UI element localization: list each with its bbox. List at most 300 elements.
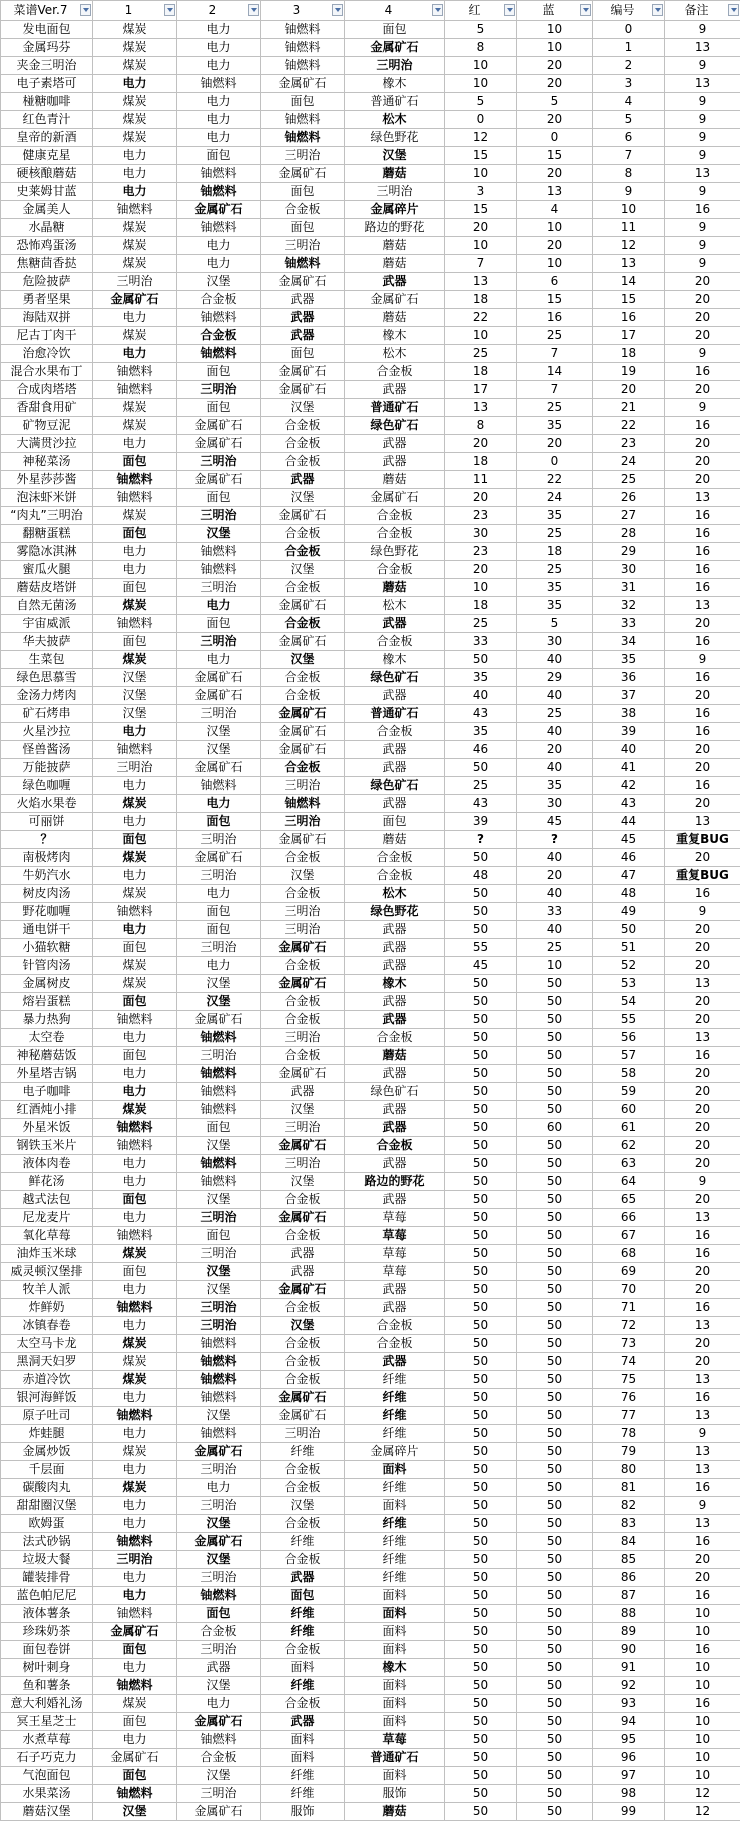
blue-value-cell[interactable]: 50 xyxy=(517,1209,593,1227)
ingredient-3-cell[interactable]: 三明治 xyxy=(261,1425,345,1443)
ingredient-2-cell[interactable]: 汉堡 xyxy=(177,525,261,543)
ingredient-3-cell[interactable]: 金属矿石 xyxy=(261,831,345,849)
ingredient-2-cell[interactable]: 面包 xyxy=(177,813,261,831)
recipe-name-cell[interactable]: 炸蛙腿 xyxy=(1,1425,93,1443)
blue-value-cell[interactable]: 6 xyxy=(517,273,593,291)
blue-value-cell[interactable]: ? xyxy=(517,831,593,849)
number-cell[interactable]: 71 xyxy=(593,1299,665,1317)
ingredient-3-cell[interactable]: 合金板 xyxy=(261,1299,345,1317)
note-cell[interactable]: 10 xyxy=(665,1659,740,1677)
ingredient-2-cell[interactable]: 三明治 xyxy=(177,831,261,849)
ingredient-2-cell[interactable]: 三明治 xyxy=(177,453,261,471)
blue-value-cell[interactable]: 45 xyxy=(517,813,593,831)
blue-value-cell[interactable]: 50 xyxy=(517,1659,593,1677)
note-cell[interactable]: 9 xyxy=(665,111,740,129)
ingredient-1-cell[interactable]: 铀燃料 xyxy=(93,741,177,759)
ingredient-4-cell[interactable]: 武器 xyxy=(345,1353,445,1371)
ingredient-3-cell[interactable]: 纤维 xyxy=(261,1623,345,1641)
header-number[interactable] xyxy=(593,1,665,21)
ingredient-2-cell[interactable]: 面包 xyxy=(177,399,261,417)
ingredient-3-cell[interactable]: 武器 xyxy=(261,471,345,489)
ingredient-1-cell[interactable]: 电力 xyxy=(93,1281,177,1299)
filter-dropdown-icon[interactable] xyxy=(248,4,259,16)
ingredient-4-cell[interactable]: 服饰 xyxy=(345,1785,445,1803)
blue-value-cell[interactable]: 50 xyxy=(517,1047,593,1065)
recipe-name-cell[interactable]: 雾隐冰淇淋 xyxy=(1,543,93,561)
number-cell[interactable]: 19 xyxy=(593,363,665,381)
recipe-name-cell[interactable]: 针管肉汤 xyxy=(1,957,93,975)
ingredient-2-cell[interactable]: 三明治 xyxy=(177,1641,261,1659)
red-value-cell[interactable]: 20 xyxy=(445,561,517,579)
red-value-cell[interactable]: 50 xyxy=(445,1695,517,1713)
note-cell[interactable]: 20 xyxy=(665,1065,740,1083)
ingredient-4-cell[interactable]: 面料 xyxy=(345,1497,445,1515)
ingredient-4-cell[interactable]: 纤维 xyxy=(345,1425,445,1443)
red-value-cell[interactable]: 10 xyxy=(445,579,517,597)
ingredient-3-cell[interactable]: 汉堡 xyxy=(261,651,345,669)
ingredient-3-cell[interactable]: 合金板 xyxy=(261,525,345,543)
ingredient-3-cell[interactable]: 面包 xyxy=(261,1587,345,1605)
number-cell[interactable]: 9 xyxy=(593,183,665,201)
ingredient-4-cell[interactable]: 松木 xyxy=(345,885,445,903)
number-cell[interactable]: 21 xyxy=(593,399,665,417)
ingredient-4-cell[interactable]: 纤维 xyxy=(345,1371,445,1389)
ingredient-4-cell[interactable]: 合金板 xyxy=(345,1137,445,1155)
recipe-name-cell[interactable]: 液体肉卷 xyxy=(1,1155,93,1173)
ingredient-1-cell[interactable]: 电力 xyxy=(93,1029,177,1047)
red-value-cell[interactable]: 50 xyxy=(445,759,517,777)
ingredient-1-cell[interactable]: 金属矿石 xyxy=(93,1623,177,1641)
ingredient-3-cell[interactable]: 合金板 xyxy=(261,1047,345,1065)
ingredient-2-cell[interactable]: 三明治 xyxy=(177,1245,261,1263)
ingredient-4-cell[interactable]: 松木 xyxy=(345,111,445,129)
recipe-name-cell[interactable]: 合成肉塔塔 xyxy=(1,381,93,399)
recipe-name-cell[interactable]: 焦糖茴香挞 xyxy=(1,255,93,273)
ingredient-1-cell[interactable]: 电力 xyxy=(93,921,177,939)
number-cell[interactable]: 47 xyxy=(593,867,665,885)
note-cell[interactable]: 20 xyxy=(665,309,740,327)
note-cell[interactable]: 重复BUG xyxy=(665,831,740,849)
note-cell[interactable]: 13 xyxy=(665,1317,740,1335)
recipe-name-cell[interactable]: 蓝色帕尼尼 xyxy=(1,1587,93,1605)
red-value-cell[interactable]: 50 xyxy=(445,1659,517,1677)
ingredient-4-cell[interactable]: 绿色矿石 xyxy=(345,417,445,435)
blue-value-cell[interactable]: 40 xyxy=(517,885,593,903)
ingredient-3-cell[interactable]: 金属矿石 xyxy=(261,1137,345,1155)
ingredient-3-cell[interactable]: 三明治 xyxy=(261,1119,345,1137)
ingredient-2-cell[interactable]: 三明治 xyxy=(177,867,261,885)
note-cell[interactable]: 20 xyxy=(665,615,740,633)
header-ingredient-2[interactable] xyxy=(177,1,261,21)
note-cell[interactable]: 9 xyxy=(665,255,740,273)
ingredient-1-cell[interactable]: 金属矿石 xyxy=(93,291,177,309)
ingredient-2-cell[interactable]: 三明治 xyxy=(177,1461,261,1479)
ingredient-4-cell[interactable]: 武器 xyxy=(345,1191,445,1209)
red-value-cell[interactable]: 8 xyxy=(445,39,517,57)
ingredient-3-cell[interactable]: 汉堡 xyxy=(261,561,345,579)
ingredient-2-cell[interactable]: 铀燃料 xyxy=(177,1173,261,1191)
ingredient-1-cell[interactable]: 铀燃料 xyxy=(93,1299,177,1317)
blue-value-cell[interactable]: 35 xyxy=(517,507,593,525)
note-cell[interactable]: 9 xyxy=(665,57,740,75)
ingredient-1-cell[interactable]: 煤炭 xyxy=(93,795,177,813)
ingredient-3-cell[interactable]: 汉堡 xyxy=(261,1317,345,1335)
ingredient-3-cell[interactable]: 纤维 xyxy=(261,1677,345,1695)
recipe-name-cell[interactable]: 太空卷 xyxy=(1,1029,93,1047)
ingredient-1-cell[interactable]: 煤炭 xyxy=(93,651,177,669)
red-value-cell[interactable]: 22 xyxy=(445,309,517,327)
ingredient-2-cell[interactable]: 铀燃料 xyxy=(177,1731,261,1749)
ingredient-3-cell[interactable]: 金属矿石 xyxy=(261,1389,345,1407)
number-cell[interactable]: 22 xyxy=(593,417,665,435)
red-value-cell[interactable]: 10 xyxy=(445,327,517,345)
number-cell[interactable]: 33 xyxy=(593,615,665,633)
number-cell[interactable]: 51 xyxy=(593,939,665,957)
number-cell[interactable]: 87 xyxy=(593,1587,665,1605)
ingredient-4-cell[interactable]: 草莓 xyxy=(345,1209,445,1227)
ingredient-3-cell[interactable]: 铀燃料 xyxy=(261,21,345,39)
note-cell[interactable]: 20 xyxy=(665,957,740,975)
ingredient-3-cell[interactable]: 合金板 xyxy=(261,1227,345,1245)
red-value-cell[interactable]: 50 xyxy=(445,903,517,921)
note-cell[interactable]: 9 xyxy=(665,651,740,669)
ingredient-3-cell[interactable]: 纤维 xyxy=(261,1443,345,1461)
ingredient-2-cell[interactable]: 金属矿石 xyxy=(177,687,261,705)
recipe-name-cell[interactable]: 石子巧克力 xyxy=(1,1749,93,1767)
blue-value-cell[interactable]: 30 xyxy=(517,633,593,651)
recipe-name-cell[interactable]: 翻糖蛋糕 xyxy=(1,525,93,543)
ingredient-2-cell[interactable]: 三明治 xyxy=(177,1785,261,1803)
ingredient-2-cell[interactable]: 金属矿石 xyxy=(177,1443,261,1461)
recipe-name-cell[interactable]: 黑洞天妇罗 xyxy=(1,1353,93,1371)
red-value-cell[interactable]: 50 xyxy=(445,651,517,669)
number-cell[interactable]: 52 xyxy=(593,957,665,975)
ingredient-3-cell[interactable]: 合金板 xyxy=(261,1641,345,1659)
red-value-cell[interactable]: 50 xyxy=(445,1713,517,1731)
red-value-cell[interactable]: 50 xyxy=(445,1389,517,1407)
recipe-name-cell[interactable]: 红酒炖小排 xyxy=(1,1101,93,1119)
ingredient-3-cell[interactable]: 金属矿石 xyxy=(261,165,345,183)
recipe-name-cell[interactable]: 电子咖啡 xyxy=(1,1083,93,1101)
ingredient-4-cell[interactable]: 金属碎片 xyxy=(345,201,445,219)
number-cell[interactable]: 96 xyxy=(593,1749,665,1767)
red-value-cell[interactable]: 55 xyxy=(445,939,517,957)
number-cell[interactable]: 59 xyxy=(593,1083,665,1101)
blue-value-cell[interactable]: 50 xyxy=(517,1425,593,1443)
ingredient-4-cell[interactable]: 合金板 xyxy=(345,723,445,741)
blue-value-cell[interactable]: 14 xyxy=(517,363,593,381)
blue-value-cell[interactable]: 25 xyxy=(517,327,593,345)
ingredient-3-cell[interactable]: 合金板 xyxy=(261,687,345,705)
filter-dropdown-icon[interactable] xyxy=(504,4,515,16)
ingredient-2-cell[interactable]: 电力 xyxy=(177,1479,261,1497)
blue-value-cell[interactable]: 33 xyxy=(517,903,593,921)
ingredient-1-cell[interactable]: 煤炭 xyxy=(93,417,177,435)
recipe-name-cell[interactable]: 面包卷饼 xyxy=(1,1641,93,1659)
note-cell[interactable]: 16 xyxy=(665,525,740,543)
note-cell[interactable]: 20 xyxy=(665,1155,740,1173)
note-cell[interactable]: 10 xyxy=(665,1623,740,1641)
ingredient-2-cell[interactable]: 三明治 xyxy=(177,939,261,957)
number-cell[interactable]: 97 xyxy=(593,1767,665,1785)
ingredient-1-cell[interactable]: 面包 xyxy=(93,1191,177,1209)
ingredient-4-cell[interactable]: 武器 xyxy=(345,1281,445,1299)
ingredient-1-cell[interactable]: 面包 xyxy=(93,525,177,543)
ingredient-4-cell[interactable]: 松木 xyxy=(345,597,445,615)
ingredient-2-cell[interactable]: 金属矿石 xyxy=(177,1803,261,1821)
number-cell[interactable]: 84 xyxy=(593,1533,665,1551)
blue-value-cell[interactable]: 50 xyxy=(517,1767,593,1785)
note-cell[interactable]: 13 xyxy=(665,1461,740,1479)
number-cell[interactable]: 73 xyxy=(593,1335,665,1353)
recipe-name-cell[interactable]: 泡沫虾米饼 xyxy=(1,489,93,507)
red-value-cell[interactable]: 10 xyxy=(445,75,517,93)
number-cell[interactable]: 54 xyxy=(593,993,665,1011)
ingredient-3-cell[interactable]: 金属矿石 xyxy=(261,381,345,399)
ingredient-1-cell[interactable]: 铀燃料 xyxy=(93,1533,177,1551)
ingredient-1-cell[interactable]: 电力 xyxy=(93,435,177,453)
blue-value-cell[interactable]: 10 xyxy=(517,957,593,975)
ingredient-2-cell[interactable]: 电力 xyxy=(177,21,261,39)
recipe-name-cell[interactable]: 鲜花汤 xyxy=(1,1173,93,1191)
recipe-name-cell[interactable]: 金汤力烤肉 xyxy=(1,687,93,705)
note-cell[interactable]: 16 xyxy=(665,1227,740,1245)
ingredient-3-cell[interactable]: 合金板 xyxy=(261,615,345,633)
red-value-cell[interactable]: 13 xyxy=(445,399,517,417)
ingredient-4-cell[interactable]: 面料 xyxy=(345,1461,445,1479)
recipe-name-cell[interactable]: 尼龙麦片 xyxy=(1,1209,93,1227)
recipe-name-cell[interactable]: 硬核酿蘑菇 xyxy=(1,165,93,183)
ingredient-2-cell[interactable]: 面包 xyxy=(177,903,261,921)
recipe-name-cell[interactable]: ？ xyxy=(1,831,93,849)
header-recipe[interactable] xyxy=(1,1,93,21)
ingredient-2-cell[interactable]: 汉堡 xyxy=(177,1191,261,1209)
red-value-cell[interactable]: 50 xyxy=(445,1371,517,1389)
number-cell[interactable]: 91 xyxy=(593,1659,665,1677)
number-cell[interactable]: 88 xyxy=(593,1605,665,1623)
recipe-name-cell[interactable]: 金属炒饭 xyxy=(1,1443,93,1461)
red-value-cell[interactable]: 50 xyxy=(445,1443,517,1461)
number-cell[interactable]: 93 xyxy=(593,1695,665,1713)
ingredient-4-cell[interactable]: 武器 xyxy=(345,1299,445,1317)
recipe-name-cell[interactable]: 欧姆蛋 xyxy=(1,1515,93,1533)
note-cell[interactable]: 20 xyxy=(665,1119,740,1137)
ingredient-3-cell[interactable]: 铀燃料 xyxy=(261,39,345,57)
ingredient-1-cell[interactable]: 电力 xyxy=(93,867,177,885)
ingredient-3-cell[interactable]: 合金板 xyxy=(261,579,345,597)
red-value-cell[interactable]: 50 xyxy=(445,1785,517,1803)
recipe-name-cell[interactable]: 神秘菜汤 xyxy=(1,453,93,471)
number-cell[interactable]: 27 xyxy=(593,507,665,525)
red-value-cell[interactable]: 18 xyxy=(445,453,517,471)
recipe-name-cell[interactable]: 金属玛芬 xyxy=(1,39,93,57)
ingredient-4-cell[interactable]: 纤维 xyxy=(345,1407,445,1425)
ingredient-4-cell[interactable]: 合金板 xyxy=(345,507,445,525)
recipe-name-cell[interactable]: 油炸玉米球 xyxy=(1,1245,93,1263)
ingredient-1-cell[interactable]: 面包 xyxy=(93,579,177,597)
note-cell[interactable]: 9 xyxy=(665,237,740,255)
ingredient-2-cell[interactable]: 铀燃料 xyxy=(177,561,261,579)
ingredient-2-cell[interactable]: 三明治 xyxy=(177,1047,261,1065)
ingredient-1-cell[interactable]: 电力 xyxy=(93,1209,177,1227)
blue-value-cell[interactable]: 35 xyxy=(517,597,593,615)
number-cell[interactable]: 86 xyxy=(593,1569,665,1587)
number-cell[interactable]: 76 xyxy=(593,1389,665,1407)
recipe-name-cell[interactable]: 怪兽酱汤 xyxy=(1,741,93,759)
red-value-cell[interactable]: 50 xyxy=(445,1263,517,1281)
ingredient-4-cell[interactable]: 武器 xyxy=(345,1065,445,1083)
filter-dropdown-icon[interactable] xyxy=(80,4,91,16)
note-cell[interactable]: 10 xyxy=(665,1713,740,1731)
ingredient-1-cell[interactable]: 汉堡 xyxy=(93,669,177,687)
red-value-cell[interactable]: 50 xyxy=(445,975,517,993)
recipe-name-cell[interactable]: 皇帝的新酒 xyxy=(1,129,93,147)
ingredient-1-cell[interactable]: 面包 xyxy=(93,831,177,849)
ingredient-4-cell[interactable]: 面包 xyxy=(345,21,445,39)
ingredient-1-cell[interactable]: 煤炭 xyxy=(93,975,177,993)
header-ingredient-1[interactable] xyxy=(93,1,177,21)
recipe-name-cell[interactable]: 生菜包 xyxy=(1,651,93,669)
number-cell[interactable]: 75 xyxy=(593,1371,665,1389)
note-cell[interactable]: 16 xyxy=(665,633,740,651)
ingredient-2-cell[interactable]: 三明治 xyxy=(177,1569,261,1587)
header-ingredient-3[interactable] xyxy=(261,1,345,21)
number-cell[interactable]: 43 xyxy=(593,795,665,813)
ingredient-1-cell[interactable]: 面包 xyxy=(93,633,177,651)
red-value-cell[interactable]: 50 xyxy=(445,1191,517,1209)
ingredient-1-cell[interactable]: 电力 xyxy=(93,1587,177,1605)
ingredient-1-cell[interactable]: 煤炭 xyxy=(93,1335,177,1353)
note-cell[interactable]: 16 xyxy=(665,1389,740,1407)
number-cell[interactable]: 45 xyxy=(593,831,665,849)
blue-value-cell[interactable]: 20 xyxy=(517,237,593,255)
blue-value-cell[interactable]: 40 xyxy=(517,723,593,741)
red-value-cell[interactable]: 50 xyxy=(445,1479,517,1497)
note-cell[interactable]: 20 xyxy=(665,1569,740,1587)
red-value-cell[interactable]: 25 xyxy=(445,615,517,633)
note-cell[interactable]: 16 xyxy=(665,1479,740,1497)
number-cell[interactable]: 89 xyxy=(593,1623,665,1641)
ingredient-1-cell[interactable]: 煤炭 xyxy=(93,1245,177,1263)
ingredient-1-cell[interactable]: 铀燃料 xyxy=(93,1605,177,1623)
ingredient-4-cell[interactable]: 蘑菇 xyxy=(345,471,445,489)
recipe-name-cell[interactable]: 碳酸肉丸 xyxy=(1,1479,93,1497)
note-cell[interactable]: 20 xyxy=(665,1083,740,1101)
recipe-name-cell[interactable]: 牛奶汽水 xyxy=(1,867,93,885)
ingredient-2-cell[interactable]: 电力 xyxy=(177,885,261,903)
ingredient-2-cell[interactable]: 电力 xyxy=(177,1695,261,1713)
ingredient-4-cell[interactable]: 武器 xyxy=(345,1119,445,1137)
red-value-cell[interactable]: 50 xyxy=(445,1209,517,1227)
ingredient-3-cell[interactable]: 合金板 xyxy=(261,453,345,471)
ingredient-4-cell[interactable]: 合金板 xyxy=(345,1029,445,1047)
blue-value-cell[interactable]: 50 xyxy=(517,1227,593,1245)
blue-value-cell[interactable]: 50 xyxy=(517,993,593,1011)
ingredient-4-cell[interactable]: 橡木 xyxy=(345,975,445,993)
ingredient-3-cell[interactable]: 金属矿石 xyxy=(261,741,345,759)
ingredient-4-cell[interactable]: 武器 xyxy=(345,435,445,453)
ingredient-1-cell[interactable]: 电力 xyxy=(93,165,177,183)
blue-value-cell[interactable]: 50 xyxy=(517,1587,593,1605)
ingredient-1-cell[interactable]: 煤炭 xyxy=(93,93,177,111)
ingredient-4-cell[interactable]: 普通矿石 xyxy=(345,1749,445,1767)
ingredient-3-cell[interactable]: 汉堡 xyxy=(261,1497,345,1515)
blue-value-cell[interactable]: 50 xyxy=(517,1083,593,1101)
blue-value-cell[interactable]: 50 xyxy=(517,1677,593,1695)
number-cell[interactable]: 42 xyxy=(593,777,665,795)
note-cell[interactable]: 13 xyxy=(665,975,740,993)
ingredient-1-cell[interactable]: 煤炭 xyxy=(93,57,177,75)
red-value-cell[interactable]: 50 xyxy=(445,1587,517,1605)
blue-value-cell[interactable]: 40 xyxy=(517,849,593,867)
ingredient-2-cell[interactable]: 铀燃料 xyxy=(177,183,261,201)
blue-value-cell[interactable]: 18 xyxy=(517,543,593,561)
number-cell[interactable]: 66 xyxy=(593,1209,665,1227)
ingredient-2-cell[interactable]: 汉堡 xyxy=(177,993,261,1011)
ingredient-2-cell[interactable]: 金属矿石 xyxy=(177,1533,261,1551)
recipe-name-cell[interactable]: 原子吐司 xyxy=(1,1407,93,1425)
ingredient-2-cell[interactable]: 铀燃料 xyxy=(177,777,261,795)
ingredient-2-cell[interactable]: 铀燃料 xyxy=(177,75,261,93)
ingredient-1-cell[interactable]: 电力 xyxy=(93,1461,177,1479)
number-cell[interactable]: 55 xyxy=(593,1011,665,1029)
number-cell[interactable]: 56 xyxy=(593,1029,665,1047)
ingredient-2-cell[interactable]: 铀燃料 xyxy=(177,1371,261,1389)
note-cell[interactable]: 9 xyxy=(665,1497,740,1515)
blue-value-cell[interactable]: 4 xyxy=(517,201,593,219)
recipe-name-cell[interactable]: 牧羊人派 xyxy=(1,1281,93,1299)
ingredient-1-cell[interactable]: 汉堡 xyxy=(93,1803,177,1821)
number-cell[interactable]: 90 xyxy=(593,1641,665,1659)
ingredient-1-cell[interactable]: 铀燃料 xyxy=(93,903,177,921)
note-cell[interactable]: 16 xyxy=(665,723,740,741)
red-value-cell[interactable]: 12 xyxy=(445,129,517,147)
ingredient-4-cell[interactable]: 武器 xyxy=(345,993,445,1011)
ingredient-3-cell[interactable]: 金属矿石 xyxy=(261,975,345,993)
ingredient-1-cell[interactable]: 煤炭 xyxy=(93,1443,177,1461)
filter-dropdown-icon[interactable] xyxy=(652,4,663,16)
recipe-name-cell[interactable]: 树皮肉汤 xyxy=(1,885,93,903)
note-cell[interactable]: 12 xyxy=(665,1803,740,1821)
note-cell[interactable]: 16 xyxy=(665,777,740,795)
recipe-name-cell[interactable]: 蘑菇皮塔饼 xyxy=(1,579,93,597)
note-cell[interactable]: 13 xyxy=(665,813,740,831)
ingredient-1-cell[interactable]: 电力 xyxy=(93,777,177,795)
ingredient-1-cell[interactable]: 铀燃料 xyxy=(93,615,177,633)
note-cell[interactable]: 20 xyxy=(665,435,740,453)
ingredient-1-cell[interactable]: 铀燃料 xyxy=(93,1677,177,1695)
ingredient-3-cell[interactable]: 合金板 xyxy=(261,1335,345,1353)
recipe-name-cell[interactable]: 火焰水果卷 xyxy=(1,795,93,813)
ingredient-3-cell[interactable]: 服饰 xyxy=(261,1803,345,1821)
header-ingredient-4[interactable] xyxy=(345,1,445,21)
ingredient-3-cell[interactable]: 汉堡 xyxy=(261,399,345,417)
red-value-cell[interactable]: 3 xyxy=(445,183,517,201)
ingredient-1-cell[interactable]: 煤炭 xyxy=(93,849,177,867)
ingredient-4-cell[interactable]: 武器 xyxy=(345,939,445,957)
number-cell[interactable]: 37 xyxy=(593,687,665,705)
recipe-name-cell[interactable]: 罐装排骨 xyxy=(1,1569,93,1587)
number-cell[interactable]: 34 xyxy=(593,633,665,651)
ingredient-4-cell[interactable]: 合金板 xyxy=(345,561,445,579)
ingredient-1-cell[interactable]: 铀燃料 xyxy=(93,363,177,381)
blue-value-cell[interactable]: 20 xyxy=(517,111,593,129)
note-cell[interactable]: 20 xyxy=(665,1335,740,1353)
ingredient-3-cell[interactable]: 金属矿石 xyxy=(261,1209,345,1227)
ingredient-4-cell[interactable]: 三明治 xyxy=(345,183,445,201)
recipe-name-cell[interactable]: 暴力热狗 xyxy=(1,1011,93,1029)
ingredient-4-cell[interactable]: 合金板 xyxy=(345,1317,445,1335)
